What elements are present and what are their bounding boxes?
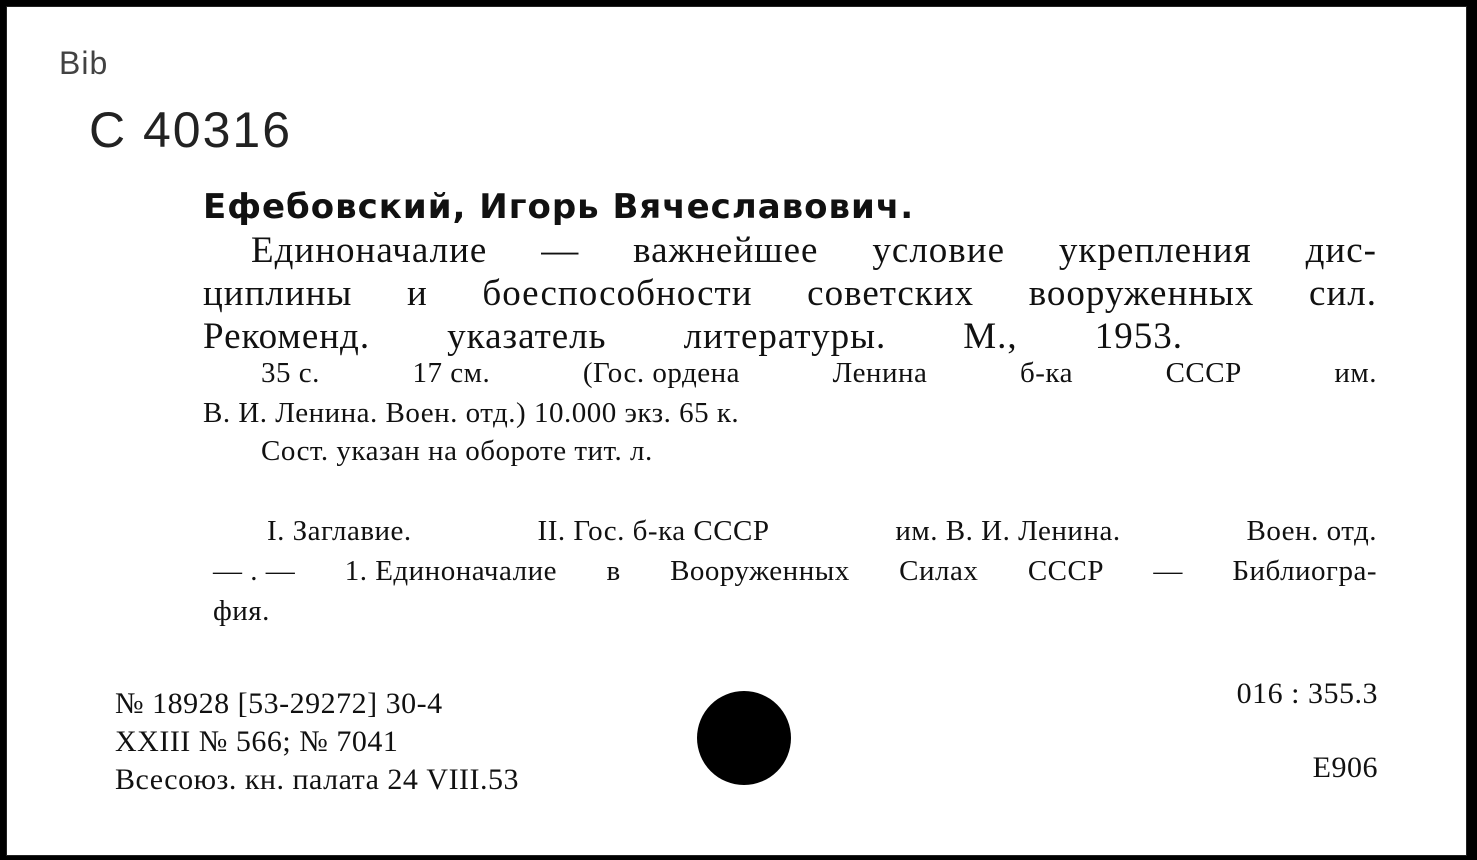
collation-line: В. И. Ленина. Воен. отд.) 10.000 экз. 65 к. xyxy=(203,397,740,429)
library-stamp: Bib xyxy=(59,45,109,81)
author-heading: Ефебовский, Игорь Вячеславович. xyxy=(203,187,915,227)
word: СССР xyxy=(1027,555,1104,587)
word: Единоначалие xyxy=(251,230,488,271)
word: М., xyxy=(963,316,1018,357)
card-number-line: № 18928 [53-29272] 30-4 xyxy=(115,687,443,720)
word: 35 с. xyxy=(261,357,320,389)
word: циплины xyxy=(203,273,353,314)
word: боеспособности xyxy=(482,273,753,314)
word: 1. Единоначалие xyxy=(344,555,557,587)
word: литературы. xyxy=(683,316,887,357)
word: Воен. отд. xyxy=(1246,515,1377,547)
word: Вооруженных xyxy=(670,555,850,587)
word: указатель xyxy=(447,316,607,357)
word: советских xyxy=(807,273,975,314)
chamber-line: Всесоюз. кн. палата 24 VIII.53 xyxy=(115,763,520,796)
word: СССР xyxy=(1165,357,1242,389)
word: дис- xyxy=(1305,230,1377,271)
word: и xyxy=(406,273,428,314)
word: Ленина xyxy=(832,357,928,389)
record-line: XXIII № 566; № 7041 xyxy=(115,725,399,758)
author-code: Е906 xyxy=(1312,751,1378,784)
word: б-ка xyxy=(1020,357,1073,389)
word: им. xyxy=(1334,357,1377,389)
word: Рекоменд. xyxy=(203,316,371,357)
word: — xyxy=(541,230,580,271)
word: сил. xyxy=(1309,273,1377,314)
word: — . — xyxy=(213,555,296,587)
word: Силах xyxy=(899,555,979,587)
shelfmark: С 40316 xyxy=(89,102,293,158)
word: — xyxy=(1153,555,1183,587)
word: им. В. И. Ленина. xyxy=(895,515,1121,547)
word: II. Гос. б-ка СССР xyxy=(537,515,770,547)
catalog-card xyxy=(6,6,1467,856)
word: укрепления xyxy=(1058,230,1252,271)
word: важнейшее xyxy=(633,230,819,271)
compiler-note: Сост. указан на обороте тит. л. xyxy=(261,435,653,467)
word: 1953. xyxy=(1094,316,1183,357)
title-line xyxy=(251,229,1377,272)
word: вооруженных xyxy=(1028,273,1255,314)
title-line xyxy=(203,272,1377,315)
word: условие xyxy=(872,230,1005,271)
word: (Гос. ордена xyxy=(582,357,740,389)
udc-classification: 016 : 355.3 xyxy=(1236,677,1378,710)
tracing-line xyxy=(213,555,1377,588)
tracing-line xyxy=(267,515,1377,548)
word: Библиогра- xyxy=(1232,555,1377,587)
title-line xyxy=(203,315,1183,358)
word: 17 см. xyxy=(412,357,491,389)
word: в xyxy=(606,555,621,587)
tracing-line: фия. xyxy=(213,595,270,627)
collation-line xyxy=(261,357,1377,390)
word: I. Заглавие. xyxy=(267,515,412,547)
punch-hole xyxy=(697,691,791,785)
